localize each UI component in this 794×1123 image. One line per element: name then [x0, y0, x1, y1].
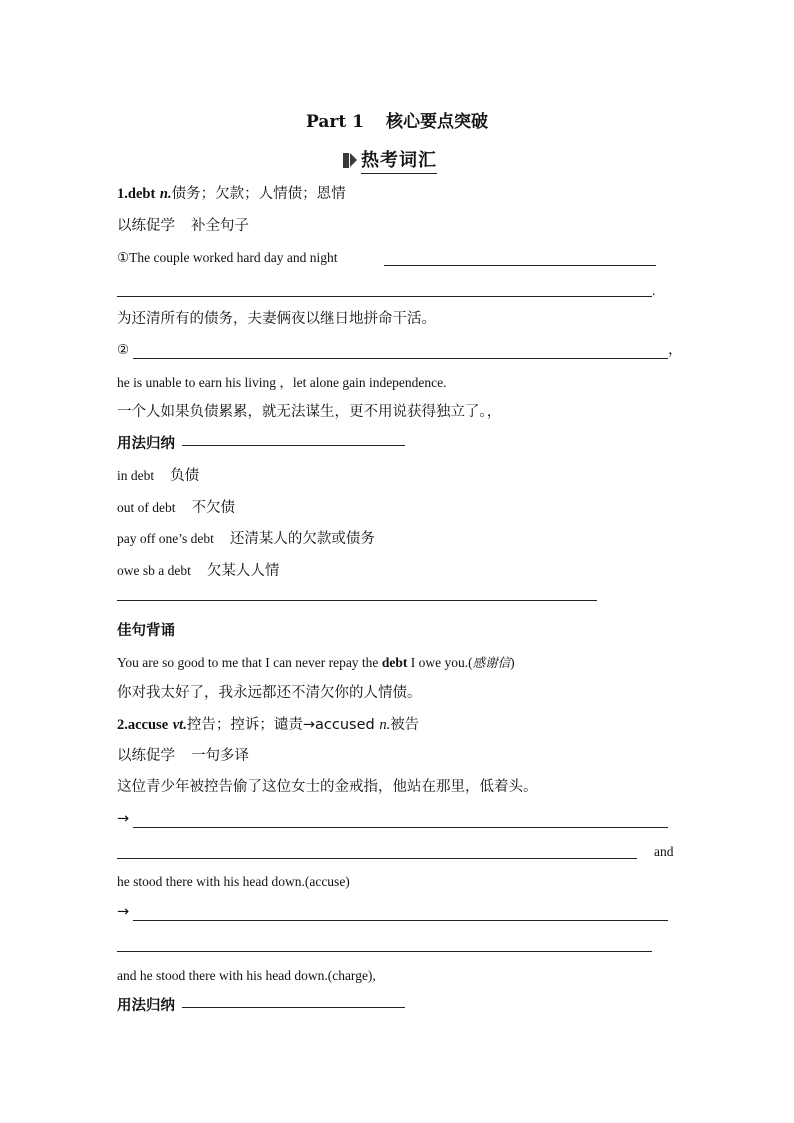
usage-label: 用法归纳	[117, 998, 175, 1014]
good-sentence-label: 佳句背诵	[117, 623, 175, 639]
and-text: and	[654, 844, 674, 859]
entry-word: accuse	[127, 717, 169, 733]
practice-label: 以练促学 补全句子	[117, 218, 249, 234]
good-sentence-translation: 你对我太好了，我永远都还不清欠你的人情债。	[117, 685, 422, 701]
exercise-2-text: he is unable to earn his living ，let alone gain independence.	[117, 375, 447, 390]
arrow-icon: →	[117, 904, 130, 920]
exercise-2-mark: ②	[117, 342, 130, 357]
answer-blank[interactable]	[117, 858, 637, 859]
translation-2-text: and he stood there with his head down.(charge),	[117, 968, 376, 983]
usage-item: out of debt 不欠债	[117, 500, 235, 516]
entry-word: debt	[127, 186, 156, 202]
answer-blank[interactable]	[117, 600, 597, 601]
translate-source-sentence: 这位青少年被控告偷了这位女士的金戒指，他站在那里，低着头。	[117, 779, 538, 795]
usage-divider	[182, 1007, 405, 1008]
usage-item: pay off one’s debt 还清某人的欠款或债务	[117, 531, 375, 547]
entry-debt-heading: 1.debt n.债务；欠款；人情债；恩情	[117, 186, 346, 202]
usage-label: 用法归纳	[117, 436, 175, 452]
exercise-1-end: .	[652, 283, 656, 298]
exercise-1-translation: 为还清所有的债务，夫妻俩夜以继日地拼命干活。	[117, 311, 436, 327]
part-label: Part 1	[306, 112, 364, 132]
section-badge	[343, 148, 437, 172]
answer-blank[interactable]	[384, 265, 656, 266]
answer-blank[interactable]	[133, 827, 668, 828]
exercise-2-comma: ，	[668, 342, 683, 358]
entry-accuse-heading: 2.accuse vt.控告；控诉；谴责→accused n.被告	[117, 717, 420, 733]
answer-blank[interactable]	[133, 920, 668, 921]
translation-1-text: he stood there with his head down.(accuse)	[117, 874, 350, 889]
page-title	[0, 107, 794, 132]
answer-blank[interactable]	[117, 951, 652, 952]
good-sentence: You are so good to me that I can never repay the debt I owe you.(感谢信)	[117, 655, 515, 670]
section-marker-icon	[343, 153, 357, 168]
section-badge-label: 热考词汇	[361, 146, 437, 174]
usage-divider	[182, 445, 405, 446]
usage-item: in debt 负债	[117, 468, 200, 484]
part-title: 核心要点突破	[385, 112, 488, 132]
arrow-icon: →	[117, 811, 130, 827]
practice-label: 以练促学 一句多译	[117, 748, 249, 764]
usage-item: owe sb a debt 欠某人人情	[117, 563, 280, 579]
exercise-1-text: ①The couple worked hard day and night	[117, 250, 338, 265]
answer-blank[interactable]	[117, 296, 652, 297]
exercise-2-translation: 一个人如果负债累累，就无法谋生，更不用说获得独立了。，	[117, 404, 502, 420]
answer-blank[interactable]	[133, 358, 668, 359]
